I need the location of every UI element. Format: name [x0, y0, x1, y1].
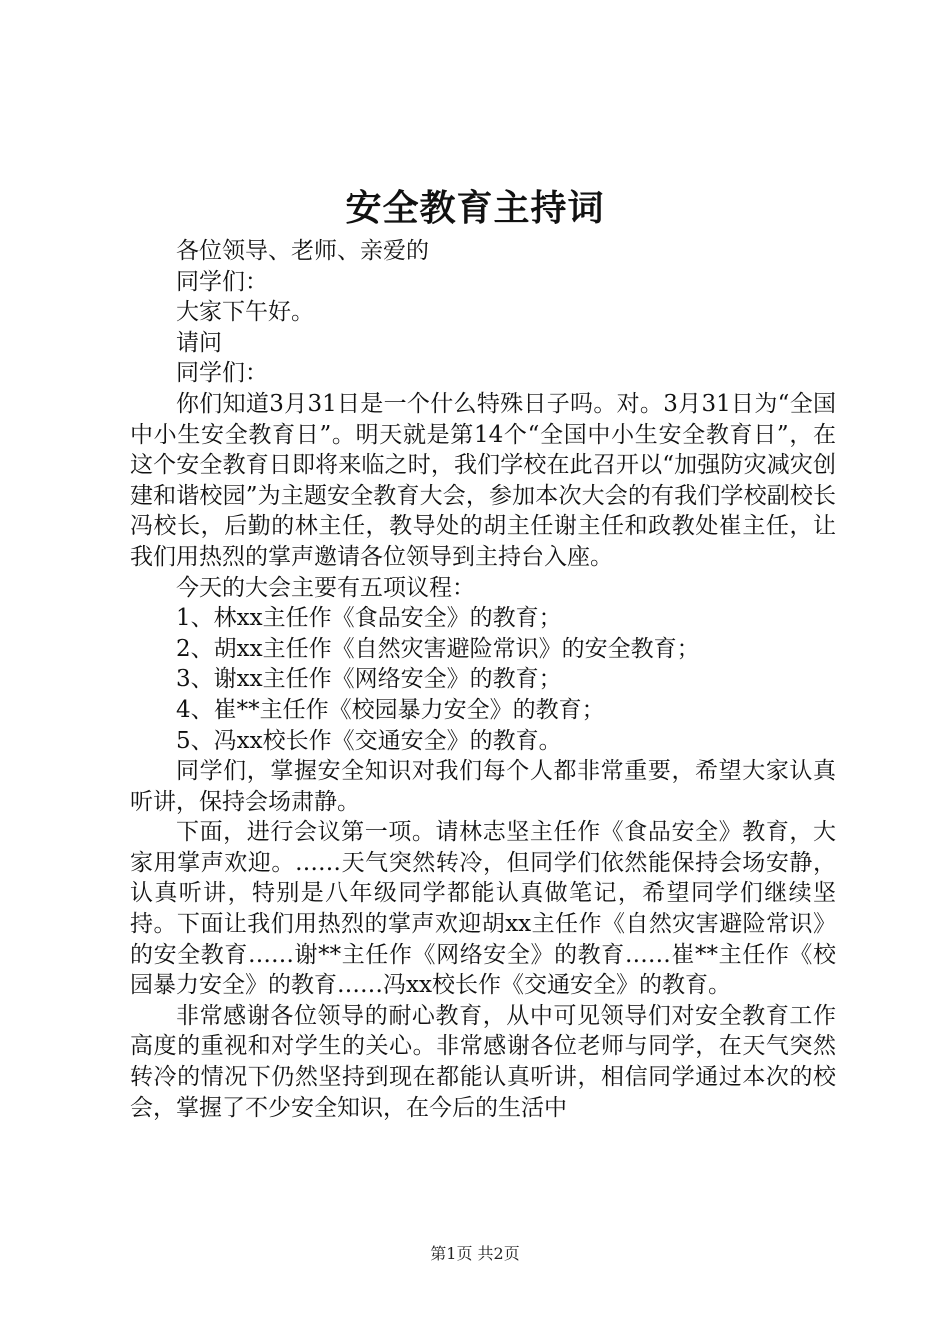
- greeting-line: 大家下午好。: [176, 299, 314, 326]
- body-paragraph: 同学们，掌握安全知识对我们每个人都非常重要，希望大家认真听讲，保持会场肃静。: [130, 758, 836, 815]
- body-paragraph: 你们知道3月31日是一个什么特殊日子吗。对。3月31日为“全国中小生安全教育日”。明天就是第14个“全国中小生安全教育日”，在这个安全教育日即将来临之时，我们学校在此召开以“加强防灾减灾创建和谐校园”为主题安全教育大会，参加本次大会的有我们学校副校长冯校长，后勤的林主任，教导处的胡主任谢主任和政教处崔主任，让我们用热烈的掌声邀请各位领导到主持台入座。: [130, 390, 836, 570]
- document-title: 安全教育主持词: [345, 187, 605, 229]
- page-footer: 第1页 共2页: [430, 1244, 520, 1263]
- body-paragraph: 请问: [176, 329, 222, 356]
- agenda-item: 1、林xx主任作《食品安全》的教育；: [176, 605, 562, 632]
- body-paragraph: 下面，进行会议第一项。请林志坚主任作《食品安全》教育，大家用掌声欢迎。……天气突然转冷，但同学们依然能保持会场安静，认真听讲，特别是八年级同学都能认真做笔记，希望同学们继续坚持。下面让我们用热烈的掌声欢迎胡xx主任作《自然灾害避险常识》的安全教育……谢**主任作《网络安全》的教育……崔**主任作《校园暴力安全》的教育……冯xx校长作《交通安全》的教育。: [130, 819, 836, 999]
- greeting-line: 各位领导、老师、亲爱的: [176, 238, 429, 264]
- agenda-item: 3、谢xx主任作《网络安全》的教育；: [176, 666, 562, 693]
- body-paragraph: 非常感谢各位领导的耐心教育，从中可见领导们对安全教育工作高度的重视和对学生的关心。非常感谢各位老师与同学，在天气突然转冷的情况下仍然坚持到现在都能认真听讲，相信同学通过本次的校会，掌握了不少安全知识，在今后的生活中: [130, 1002, 836, 1121]
- agenda-intro: 今天的大会主要有五项议程：: [176, 574, 475, 601]
- document-body: [130, 236, 836, 1123]
- body-paragraph: 同学们：: [176, 360, 268, 387]
- greeting-line: 同学们：: [176, 268, 268, 295]
- agenda-item: 4、崔**主任作《校园暴力安全》的教育；: [176, 696, 605, 723]
- agenda-item: 5、冯xx校长作《交通安全》的教育。: [176, 727, 562, 754]
- agenda-item: 2、胡xx主任作《自然灾害避险常识》的安全教育；: [176, 635, 700, 662]
